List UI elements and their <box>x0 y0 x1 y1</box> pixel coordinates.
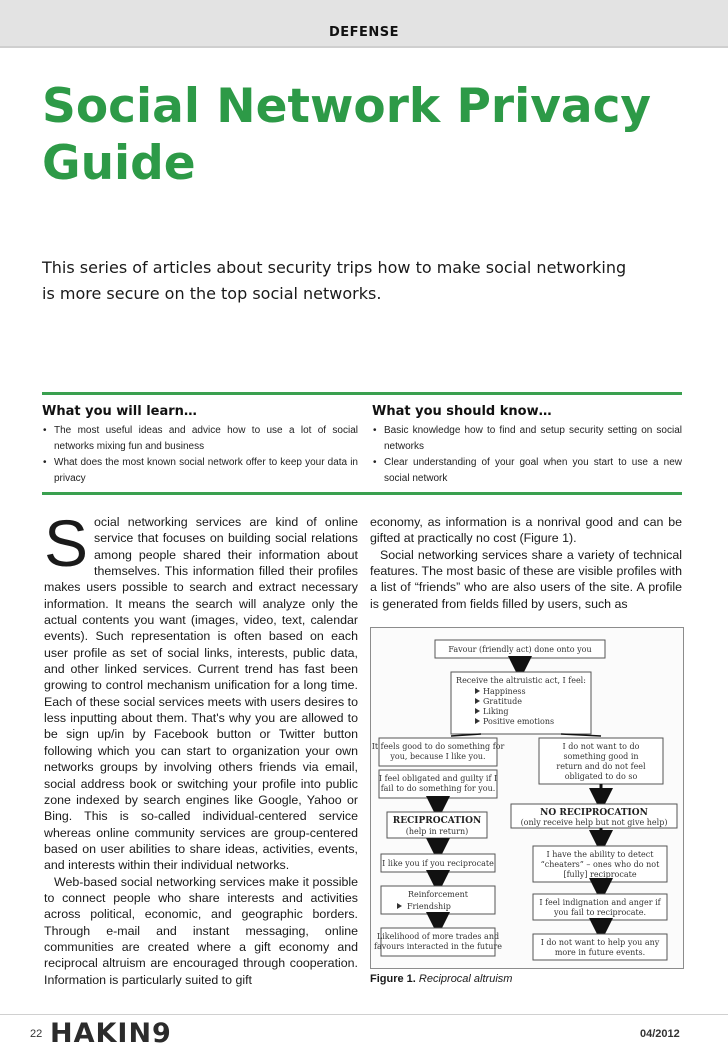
flowchart <box>371 628 683 968</box>
body-left-column <box>44 506 358 988</box>
figure-caption-label: Figure 1. <box>370 973 416 985</box>
node-text: (help in return) <box>405 827 469 836</box>
node-text: Friendship <box>407 902 451 911</box>
arrow <box>561 734 601 736</box>
footer-divider <box>0 1014 728 1015</box>
drop-cap: S <box>44 506 89 580</box>
node-text: return and do not feel <box>556 762 646 771</box>
know-heading: What you should know… <box>372 404 552 419</box>
figure-reciprocal-altruism <box>370 627 684 969</box>
figure-caption <box>370 973 512 985</box>
node-title: NO RECIPROCATION <box>540 808 648 818</box>
feeling-item: Gratitude <box>483 697 522 706</box>
feeling-item: Liking <box>483 707 509 716</box>
node-text: I like you if you reciprocate <box>382 859 494 868</box>
know-box <box>372 404 682 487</box>
node-text: Likelihood of more trades and <box>376 932 500 941</box>
body-paragraph-1-text: ocial networking services are kind of online service that focuses on building social relations among people shared their information about themselves. This information filled their profiles makes users possible to search and extract necessary information. It means the search will analyze only the actual contents you want (images, video, text, calendar events). Such representation is often based on each user profile as set of social links, interests, public data, and other linked services. Current trend has fast been growing to control mechanism unification for a long time. Each of these social services meets with users desires to less inputting about them. That's why you are allowed to be sign up/in by Facebook button or Twitter button following which you can start to organization your own networks groups by involving others friends via email, social address book or switching your profile into public zone indexed by search engines like Google, Yahoo or Bing. This is so-called individual-centered service whereas online community services are group-centered based on user abilities to share ideas, activities, events, and interests within their individual networks. <box>44 515 358 873</box>
issue-date: 04/2012 <box>640 1028 680 1040</box>
node-text: Reinforcement <box>408 890 468 899</box>
box-top-rule <box>42 392 682 395</box>
node-text: I do not want to do <box>562 742 640 751</box>
node-text: “cheaters” – ones who do not <box>540 860 660 869</box>
title-line-2: Guide <box>42 136 196 191</box>
body-paragraph-3: economy, as information is a nonrival good and can be gifted at practically no cost (Figure 1). <box>370 515 682 546</box>
node-text: favours interacted in the future <box>374 942 502 951</box>
node-text: more in future events. <box>554 948 646 957</box>
node-text: something good in <box>563 752 639 761</box>
know-item: • Basic knowledge how to find and setup security setting on social networks <box>372 423 682 455</box>
header-divider <box>0 46 728 48</box>
node-text: you fail to reciprocate. <box>553 908 647 917</box>
article-title <box>42 78 702 192</box>
body-paragraph-2: Web-based social networking services make it possible to connect people who share interests and activities across political, economic, and geographic borders. Through e-mail and instant messaging, online communities are created where a gift economy and reciprocal altruism are encouraged through cooperation. Information is particularly suited to gift <box>44 874 358 987</box>
section-label: DEFENSE <box>328 25 400 40</box>
node-text: I feel indignation and anger if <box>539 898 661 907</box>
node-text: It feels good to do something for <box>371 742 505 751</box>
article-lead: This series of articles about security trips how to make social networking is more secure on the top social networks. <box>42 258 627 303</box>
figure-caption-text: Reciprocal altruism <box>418 973 513 985</box>
node-text: I have the ability to detect <box>546 850 654 859</box>
node-text: [fully] reciprocate <box>563 870 637 879</box>
know-list <box>372 423 682 487</box>
body-paragraph-1 <box>44 506 358 874</box>
learn-item: • What does the most known social network offer to keep your data in privacy <box>42 455 358 487</box>
page-number: 22 <box>30 1028 43 1040</box>
box-bottom-rule <box>42 492 682 495</box>
feeling-item: Positive emotions <box>483 717 555 726</box>
node-favour-text: Favour (friendly act) done onto you <box>448 645 592 654</box>
node-text: you, because I like you. <box>390 752 486 761</box>
node-text: I do not want to help you any <box>540 938 660 947</box>
learn-item: • The most useful ideas and advice how to use a lot of social networks mixing fun and business <box>42 423 358 455</box>
node-text: fail to do something for you. <box>380 784 496 793</box>
node-title: RECIPROCATION <box>392 816 482 826</box>
title-line-1: Social Network Privacy <box>42 79 652 134</box>
magazine-logo: HAKIN9 <box>50 1018 172 1049</box>
node-receive-text: Receive the altruistic act, I feel: <box>456 676 586 685</box>
learn-box <box>42 404 358 487</box>
know-item: • Clear understanding of your goal when you start to use a new social network <box>372 455 682 487</box>
node-text: (only receive help but not give help) <box>520 818 668 827</box>
body-paragraph-4: Social networking services share a variety of technical features. The most basic of these are visible profiles with a list of “friends” who are also users of the site. A profile is generated from fields filled by users, such as <box>370 547 682 611</box>
learn-heading: What you will learn… <box>42 404 197 419</box>
body-right-column <box>370 514 682 612</box>
node-text: I feel obligated and guilty if I <box>378 774 498 783</box>
node-text: obligated to do so <box>564 772 638 781</box>
feeling-item: Happiness <box>483 687 526 696</box>
learn-list <box>42 423 358 487</box>
